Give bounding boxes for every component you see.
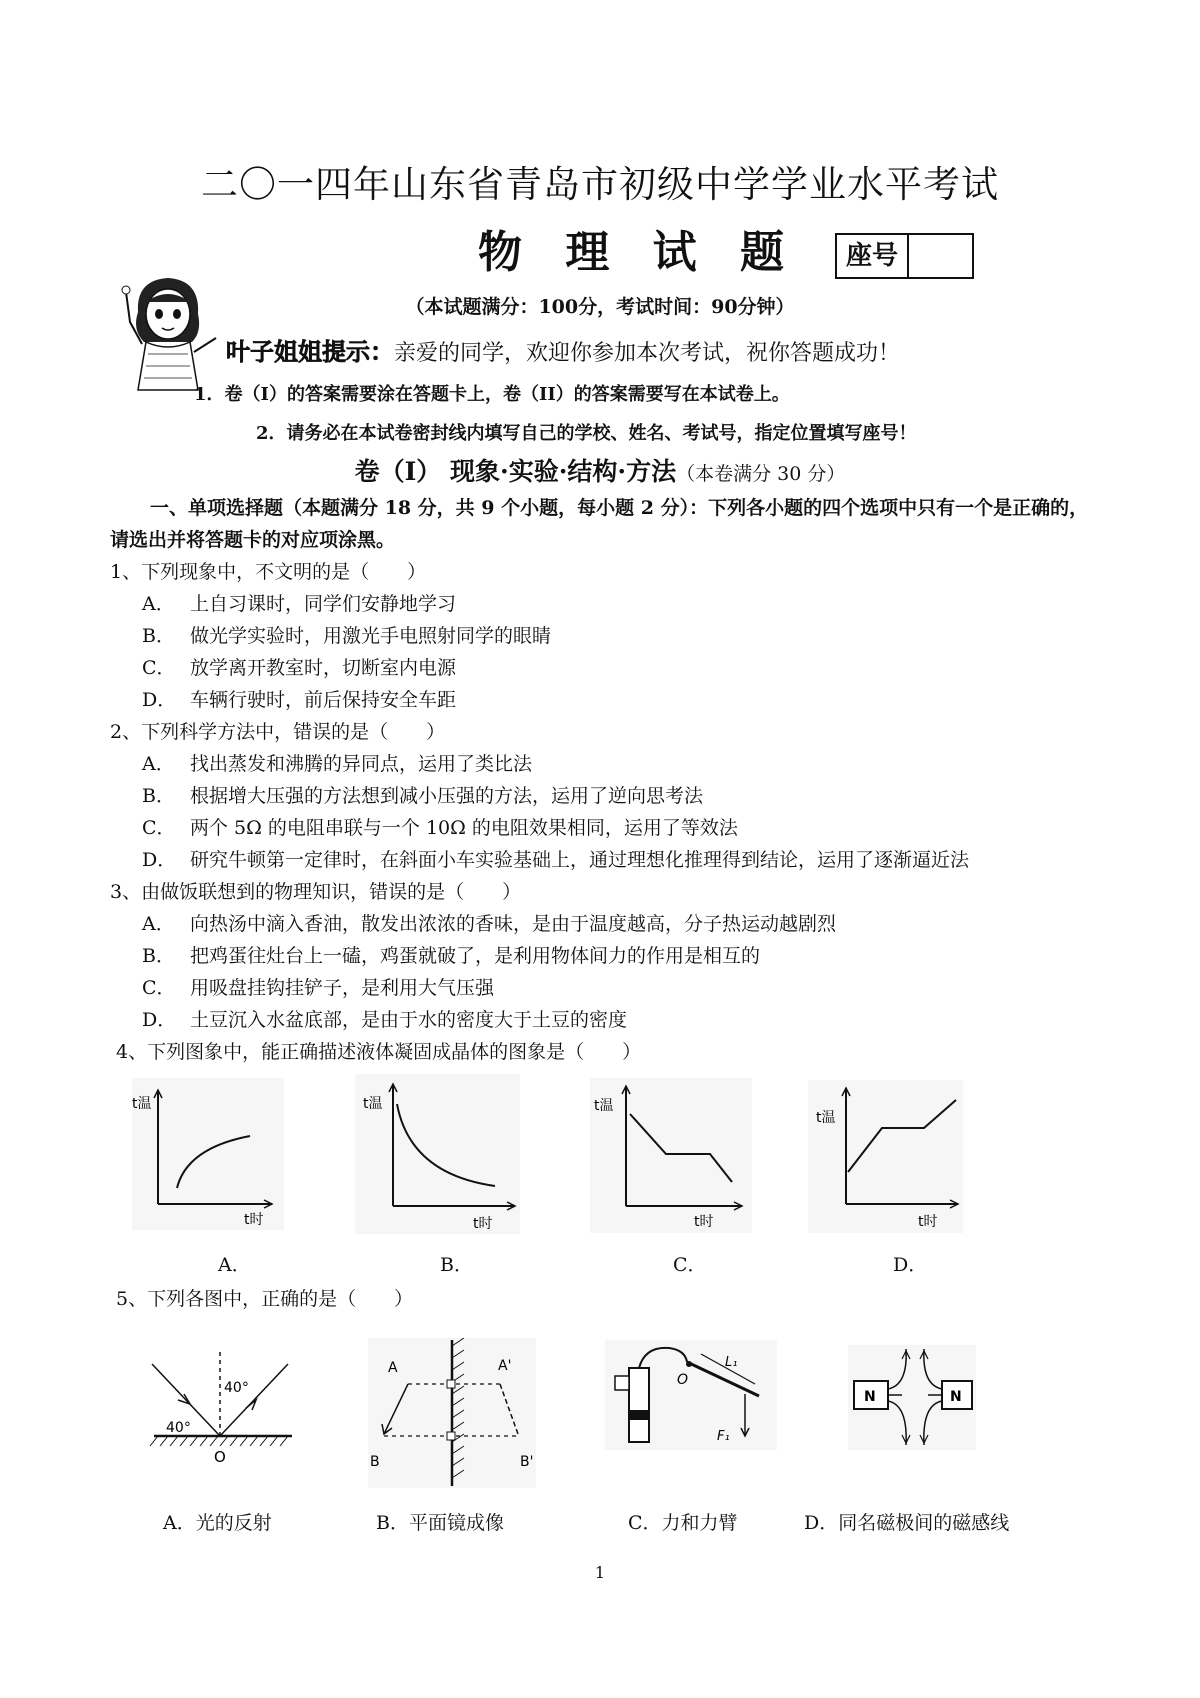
question-4-stem: 4、下列图象中，能正确描述液体凝固成晶体的图象是（ ） [116, 1041, 642, 1063]
note-1: 1．卷（I）的答案需要涂在答题卡上，卷（II）的答案需要写在本试卷上。 [194, 384, 790, 405]
graph-d-caption: D． [893, 1254, 928, 1276]
x-axis-label: t时 [694, 1214, 714, 1230]
angle-label: 40° [224, 1380, 249, 1396]
question-5-figure-b[interactable] [368, 1338, 536, 1488]
y-axis-label: t温 [816, 1110, 836, 1126]
y-axis-label: t温 [363, 1096, 383, 1112]
x-axis-label: t时 [918, 1214, 938, 1230]
option-text: 研究牛顿第一定律时，在斜面小车实验基础上，通过理想化推理得到结论，运用了逐渐逼近法 [190, 849, 970, 871]
figure-c-caption: C．力和力臂 [628, 1512, 738, 1534]
tip-heading: 叶子姐姐提示： [226, 337, 394, 366]
option-text: 车辆行驶时，前后保持安全车距 [190, 689, 457, 711]
option-key: C． [142, 817, 176, 839]
cartoon-girl-icon [118, 272, 218, 392]
point-label: O [214, 1448, 226, 1465]
option-text: 做光学实验时，用激光手电照射同学的眼睛 [190, 625, 552, 647]
question-5-stem: 5、下列各图中，正确的是（ ） [116, 1288, 414, 1310]
figure-a-caption: A．光的反射 [163, 1512, 272, 1534]
question-4-graph-c[interactable] [590, 1078, 752, 1233]
graph-a-caption: A． [218, 1254, 251, 1276]
seat-blank[interactable] [909, 235, 972, 277]
option-text: 向热汤中滴入香油，散发出浓浓的香味，是由于温度越高，分子热运动越剧烈 [190, 913, 837, 935]
section-instructions: 一、单项选择题（本题满分 18 分，共 9 个小题，每小题 2 分）：下列各小题的四个选项中只有一个是正确的，请选出并将答题卡的对应项涂黑。 [110, 497, 1089, 551]
option-text: 两个 5Ω 的电阻串联与一个 10Ω 的电阻效果相同，运用了等效法 [190, 817, 738, 839]
option-text: 用吸盘挂钩挂铲子，是利用大气压强 [190, 977, 495, 999]
question-2-option-b[interactable] [142, 781, 703, 808]
question-5-figure-c[interactable] [605, 1340, 777, 1450]
lever-arm-label: L₁ [725, 1355, 738, 1370]
option-key: A． [142, 913, 175, 935]
graph-b-caption: B． [440, 1254, 473, 1276]
question-3-stem: 3、由做饭联想到的物理知识，错误的是（ ） [110, 881, 522, 903]
question-3-option-c[interactable] [142, 973, 494, 1000]
question-4-graph-d[interactable] [808, 1080, 963, 1233]
option-key: C． [142, 657, 176, 679]
option-text: 找出蒸发和沸腾的异同点，运用了类比法 [190, 753, 533, 775]
option-key: B． [142, 785, 175, 807]
section-title-text: 卷（I） 现象·实验·结构·方法 [354, 457, 677, 486]
point-label: B' [520, 1454, 534, 1470]
question-2-option-a[interactable] [142, 749, 532, 776]
option-text: 根据增大压强的方法想到减小压强的方法，运用了逆向思考法 [190, 785, 704, 807]
point-label: B [370, 1454, 380, 1470]
option-key: D． [142, 1009, 177, 1031]
seat-label: 座号 [837, 235, 909, 277]
tip-text: 亲爱的同学，欢迎你参加本次考试，祝你答题成功！ [394, 341, 901, 366]
option-text: 上自习课时，同学们安静地学习 [190, 593, 457, 615]
option-text: 把鸡蛋往灶台上一磕，鸡蛋就破了，是利用物体间力的作用是相互的 [190, 945, 761, 967]
question-1-option-b[interactable] [142, 621, 551, 648]
x-axis-label: t时 [244, 1212, 264, 1228]
option-key: B． [142, 945, 175, 967]
option-key: B． [142, 625, 175, 647]
question-2-option-d[interactable] [142, 845, 969, 872]
question-3-option-d[interactable] [142, 1005, 627, 1032]
option-key: D． [142, 849, 177, 871]
figure-b-caption: B．平面镜成像 [376, 1512, 504, 1534]
force-label: F₁ [717, 1429, 730, 1444]
question-5-figure-a[interactable] [148, 1350, 298, 1465]
y-axis-label: t温 [594, 1098, 614, 1114]
exam-subtitle: （本试题满分：100分，考试时间：90分钟） [405, 296, 795, 318]
pole-label: N [950, 1389, 962, 1405]
question-2-option-c[interactable] [142, 813, 738, 840]
question-1-option-d[interactable] [142, 685, 456, 712]
option-key: A． [142, 593, 175, 615]
subject-title: 物 理 试 题 [478, 227, 798, 278]
figure-d-caption: D．同名磁极间的磁感线 [804, 1512, 1010, 1534]
question-1-option-a[interactable] [142, 589, 456, 616]
option-text: 放学离开教室时，切断室内电源 [190, 657, 457, 679]
tip-line [226, 332, 900, 367]
angle-label: 40° [166, 1420, 191, 1436]
fulcrum-label: O [677, 1372, 689, 1388]
pole-label: N [864, 1389, 876, 1405]
point-label: A' [498, 1358, 512, 1374]
question-4-graph-a[interactable] [132, 1078, 284, 1230]
y-axis-label: t温 [132, 1096, 152, 1112]
exam-title: 二〇一四年山东省青岛市初级中学学业水平考试 [201, 163, 999, 206]
x-axis-label: t时 [473, 1216, 493, 1232]
graph-c-caption: C． [673, 1254, 707, 1276]
option-key: A． [142, 753, 175, 775]
section-title [0, 452, 1200, 488]
option-key: C． [142, 977, 176, 999]
section-score-note: （本卷满分 30 分） [676, 463, 846, 485]
option-text: 土豆沉入水盆底部，是由于水的密度大于土豆的密度 [190, 1009, 628, 1031]
question-1-option-c[interactable] [142, 653, 456, 680]
question-5-figure-d[interactable] [848, 1345, 976, 1450]
question-4-graph-b[interactable] [355, 1074, 520, 1234]
option-key: D． [142, 689, 177, 711]
note-2: 2．请务必在本试卷密封线内填写自己的学校、姓名、考试号，指定位置填写座号！ [256, 423, 917, 444]
page-number: 1 [594, 1563, 606, 1582]
point-label: A [388, 1360, 398, 1376]
question-1-stem: 1、下列现象中，不文明的是（ ） [110, 561, 427, 583]
question-3-option-a[interactable] [142, 909, 836, 936]
question-2-stem: 2、下列科学方法中，错误的是（ ） [110, 721, 446, 743]
seat-number-box [835, 233, 974, 279]
question-3-option-b[interactable] [142, 941, 760, 968]
